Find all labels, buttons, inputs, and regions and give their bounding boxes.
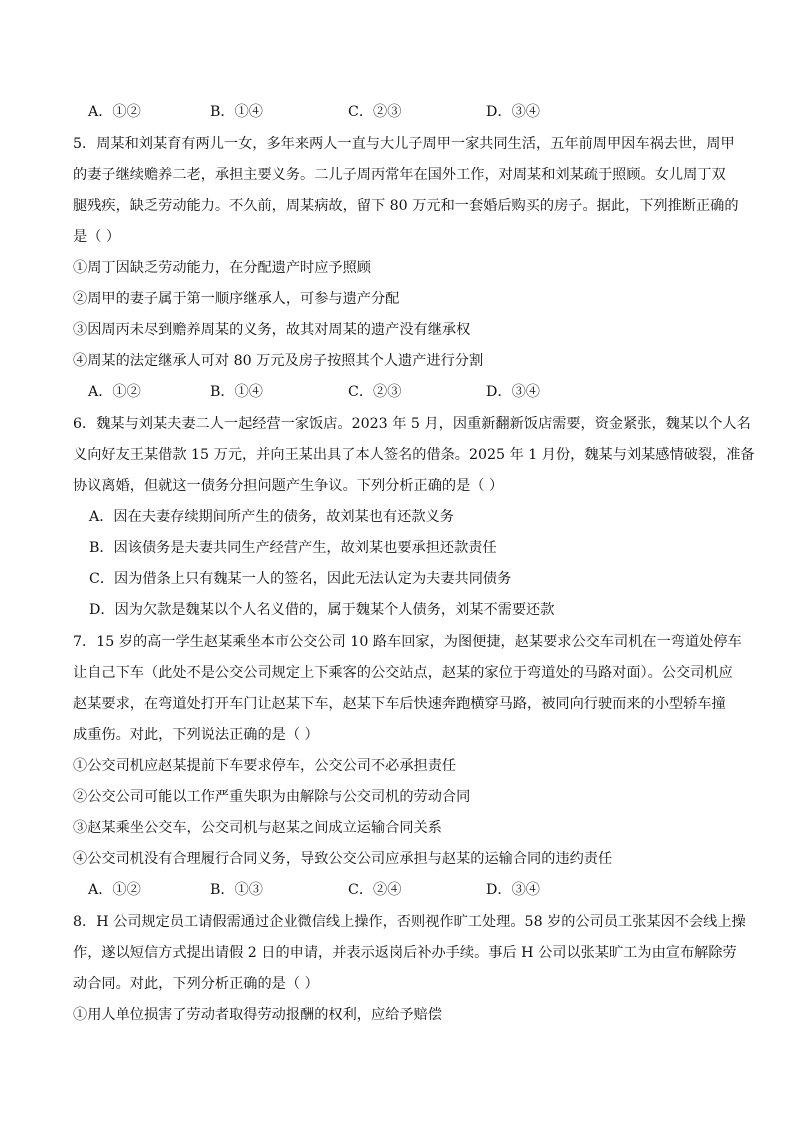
q5-statement: ④周某的法定继承人可对 80 万元及房子按照其个人遗产进行分割 xyxy=(73,353,484,369)
q5-stem-line: 的妻子继续赡养二老，承担主要义务。二儿子周丙常年在国外工作，对周某和刘某疏于照顾。女儿周丁双 xyxy=(73,167,726,183)
q4-options xyxy=(88,102,728,122)
q7-stem-line: 让自己下车（此处不是公交公司规定上下乘客的公交站点，赵某的家位于弯道处的马路对面）。公交司机应 xyxy=(73,665,733,681)
q6-stem-line: 协议离婚，但就这一债务分担问题产生争议。下列分析正确的是（ ） xyxy=(73,478,504,494)
q4-option-c[interactable]: C．②③ xyxy=(348,104,402,120)
q5-statement: ③因周丙未尽到赡养周某的义务，故其对周某的遗产没有继承权 xyxy=(73,322,471,338)
q6-choice-b[interactable]: B．因该债务是夫妻共同生产经营产生，故刘某也要承担还款责任 xyxy=(89,540,497,556)
q5-stem-line: 5．周某和刘某育有两儿一女，多年来两人一直与大儿子周甲一家共同生活，五年前周甲因车祸去世，周甲 xyxy=(73,136,735,152)
q5-statement: ②周甲的妻子属于第一顺序继承人，可参与遗产分配 xyxy=(73,291,400,307)
q4-option-a[interactable]: A．①② xyxy=(88,104,141,120)
q5-option-c[interactable]: C．②③ xyxy=(348,384,402,400)
q5-statement: ①周丁因缺乏劳动能力，在分配遗产时应予照顾 xyxy=(73,260,371,276)
q7-options xyxy=(88,880,728,900)
q6-stem-line: 义向好友王某借款 15 万元，并向王某出具了本人签名的借条。2025 年 1 月份，魏某与刘某感情破裂，准备 xyxy=(73,447,755,463)
q7-option-b[interactable]: B．①③ xyxy=(210,882,263,898)
q5-option-a[interactable]: A．①② xyxy=(88,384,141,400)
q4-option-b[interactable]: B．①④ xyxy=(210,104,263,120)
q7-option-c[interactable]: C．②④ xyxy=(348,882,402,898)
q8-stem-line: 作，遂以短信方式提出请假 2 日的申请，并表示返岗后补办手续。事后 H 公司以张某旷工为由宣布解除劳 xyxy=(73,945,737,961)
q5-option-b[interactable]: B．①④ xyxy=(210,384,263,400)
q5-options xyxy=(88,382,728,402)
q5-option-d[interactable]: D．③④ xyxy=(486,384,540,400)
q6-choice-d[interactable]: D．因为欠款是魏某以个人名义借的，属于魏某个人债务，刘某不需要还款 xyxy=(89,602,555,618)
q6-stem-line: 6．魏某与刘某夫妻二人一起经营一家饭店。2023 年 5 月，因重新翻新饭店需要，资金紧张，魏某以个人名 xyxy=(73,416,751,432)
q7-statement: ④公交司机没有合理履行合同义务，导致公交公司应承担与赵某的运输合同的违约责任 xyxy=(73,851,613,867)
q5-stem-line: 是（ ） xyxy=(73,229,121,245)
q4-option-d[interactable]: D．③④ xyxy=(486,104,540,120)
q8-stem-line: 8．H 公司规定员工请假需通过企业微信线上操作，否则视作旷工处理。58 岁的公司员工张某因不会线上操 xyxy=(73,914,746,930)
q7-statement: ①公交司机应赵某提前下车要求停车，公交公司不必承担责任 xyxy=(73,758,457,774)
q7-stem-line: 成重伤。对此，下列说法正确的是（ ） xyxy=(73,727,319,743)
q7-statement: ③赵某乘坐公交车，公交司机与赵某之间成立运输合同关系 xyxy=(73,820,442,836)
q7-stem-line: 7．15 岁的高一学生赵某乘坐本市公交公司 10 路车回家，为图便捷，赵某要求公交车司机在一弯道处停车 xyxy=(73,634,742,650)
q5-stem-line: 腿残疾，缺乏劳动能力。不久前，周某病故，留下 80 万元和一套婚后购买的房子。据此，下列推断正确的 xyxy=(73,198,739,214)
q8-statement: ①用人单位损害了劳动者取得劳动报酬的权利，应给予赔偿 xyxy=(73,1007,442,1023)
q7-statement: ②公交公司可能以工作严重失职为由解除与公交司机的劳动合同 xyxy=(73,789,471,805)
q6-choice-a[interactable]: A．因在夫妻存续期间所产生的债务，故刘某也有还款义务 xyxy=(89,509,454,525)
q8-stem-line: 动合同。对此，下列分析正确的是（ ） xyxy=(73,976,319,992)
q6-choice-c[interactable]: C．因为借条上只有魏某一人的签名，因此无法认定为夫妻共同债务 xyxy=(89,571,512,587)
q7-option-a[interactable]: A．①② xyxy=(88,882,141,898)
q7-stem-line: 赵某要求，在弯道处打开车门让赵某下车，赵某下车后快速奔跑横穿马路，被同向行驶而来的小型轿车撞 xyxy=(73,696,726,712)
q7-option-d[interactable]: D．③④ xyxy=(486,882,540,898)
